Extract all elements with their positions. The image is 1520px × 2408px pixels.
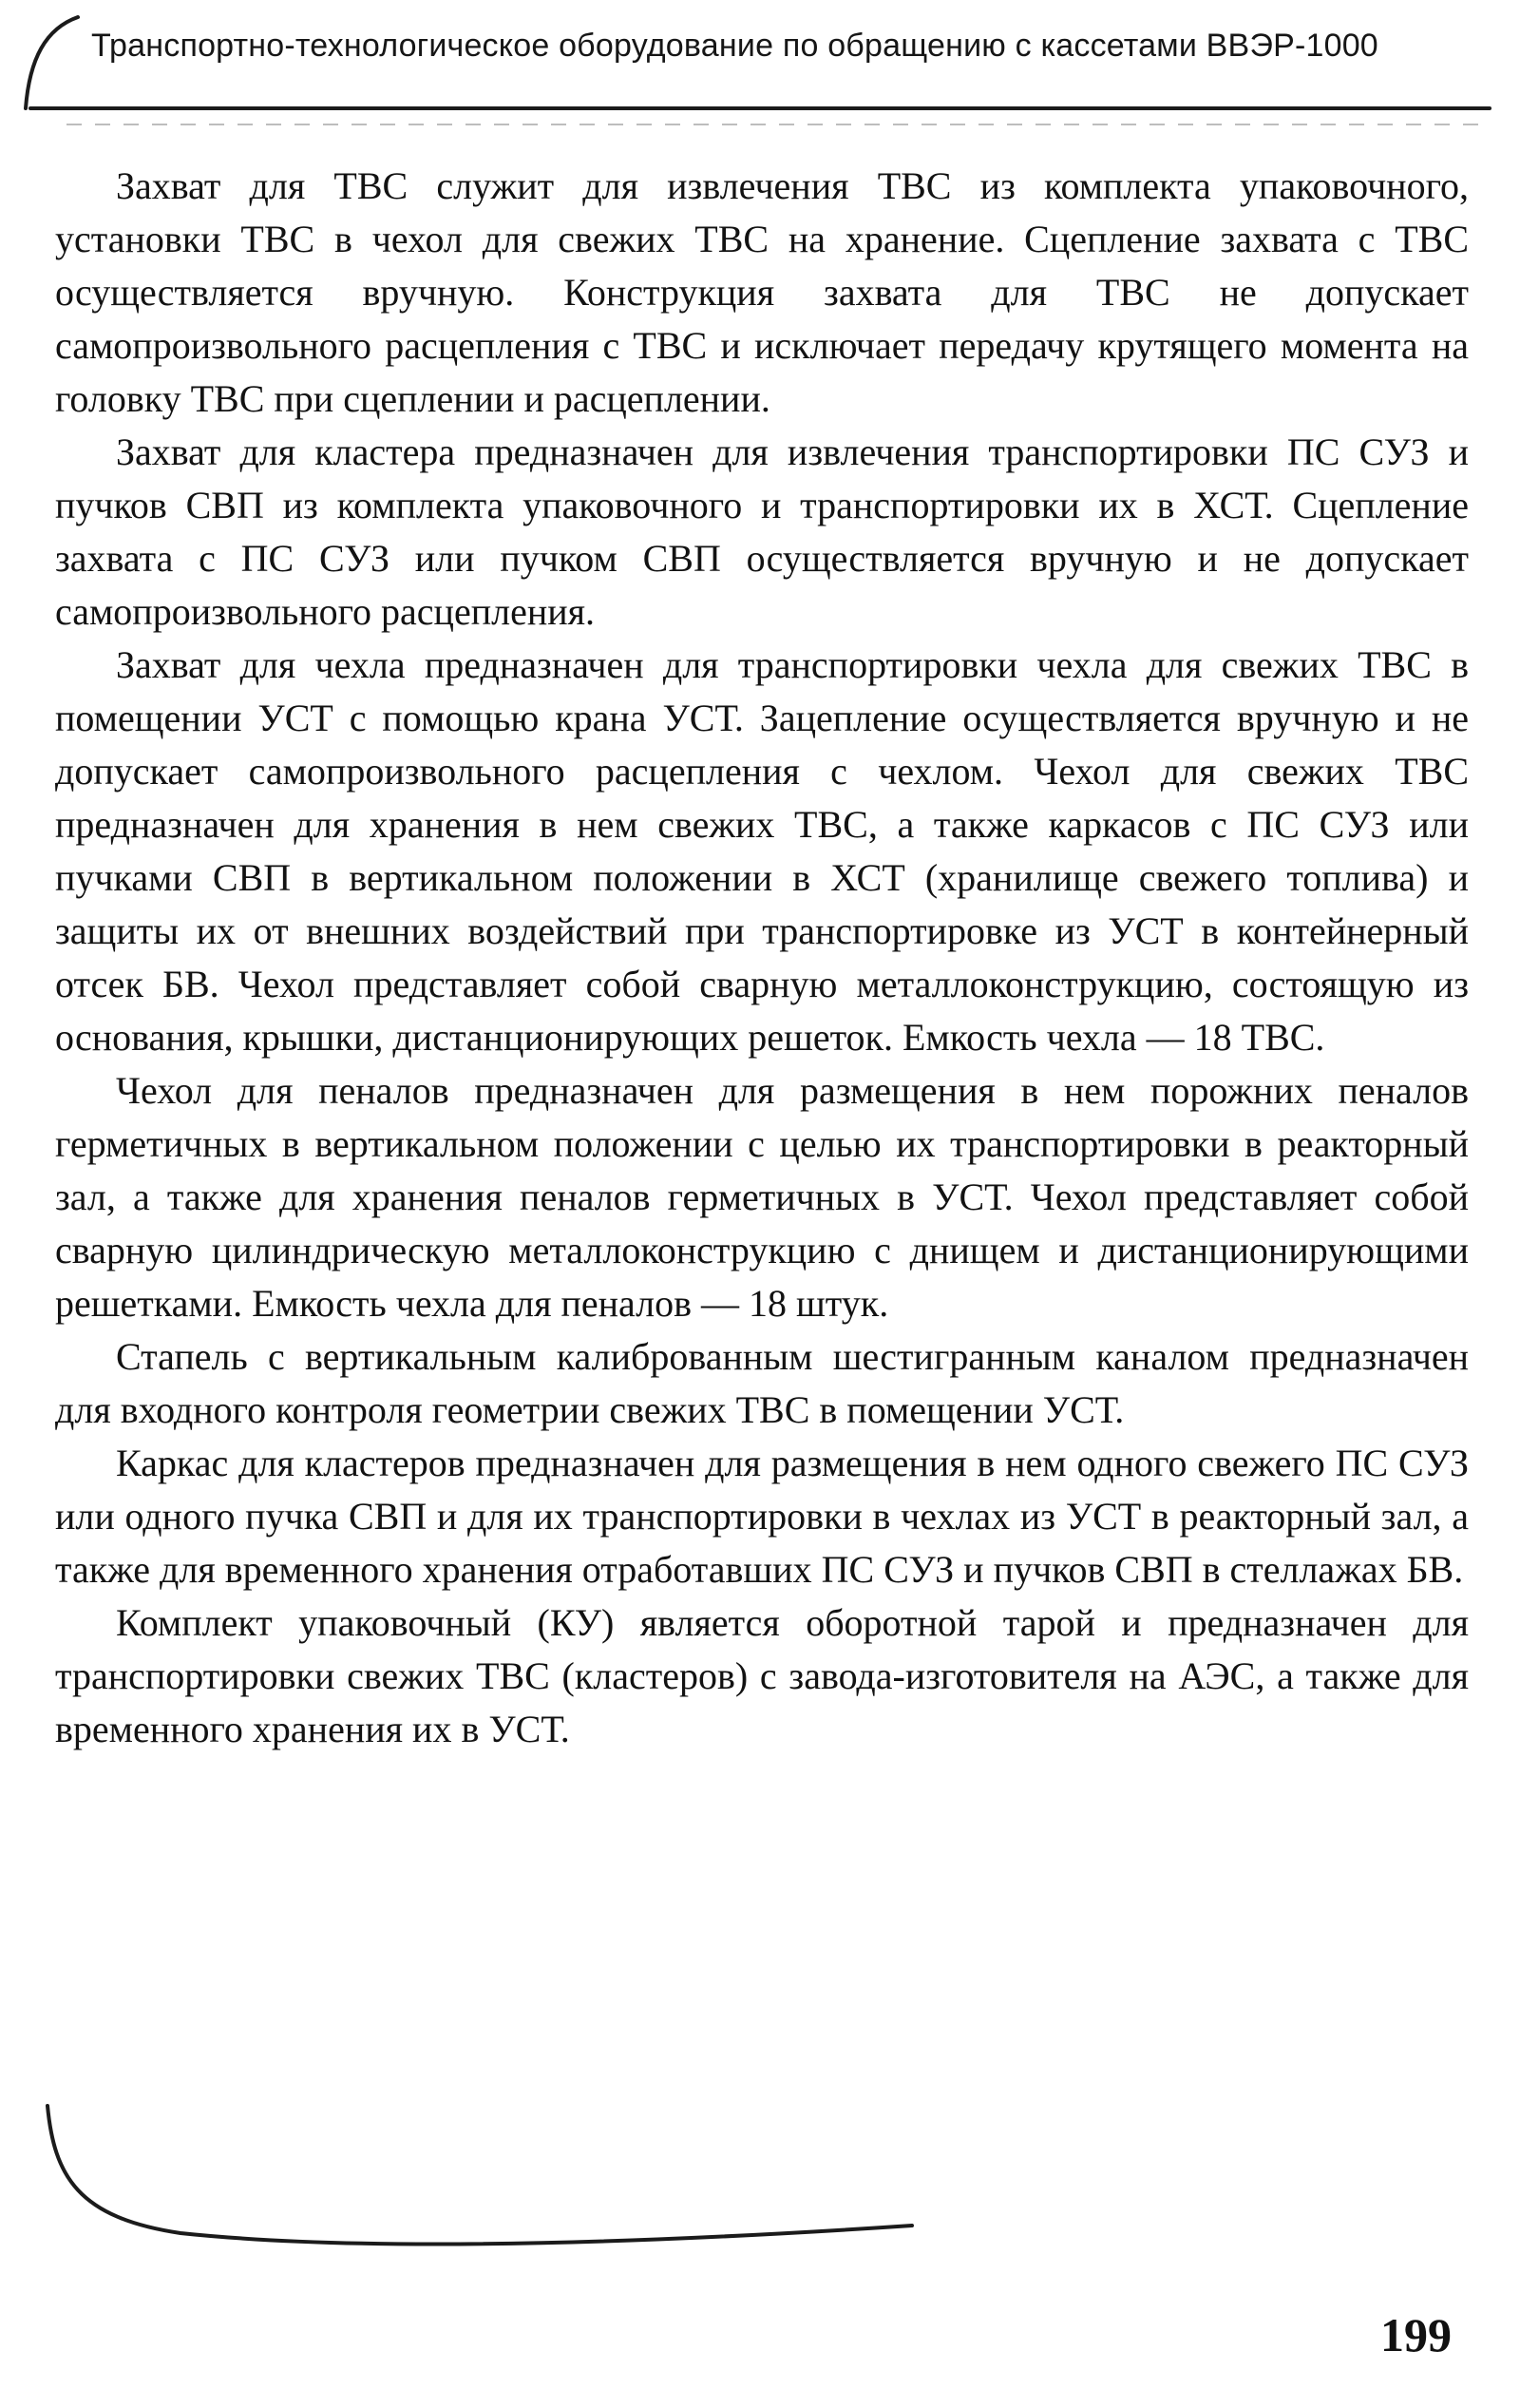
paragraph-stapel: Стапель с вертикальным калиброванным шестигранным каналом предназначен для входного контроля геометрии свежих ТВС в помещении УСТ. — [55, 1335, 1469, 1431]
header-rule — [28, 106, 1492, 110]
header-rule-faint — [66, 124, 1482, 125]
top-left-curve-decoration — [26, 17, 78, 108]
paragraph-gripper-cluster: Захват для кластера предназначен для извлечения транспортировки ПС СУЗ и пучков СВП из комплекта упаковочного и транспортировки их в ХСТ. Сцепление захвата с ПС СУЗ или пучком СВП осуществляется вручную и не допускает самопроизвольного расцепления. — [55, 430, 1469, 633]
paragraph-gripper-cover: Захват для чехла предназначен для транспортировки чехла для свежих ТВС в помещении УСТ с помощью крана УСТ. Зацепление осуществляется вручную и не допускает самопроизвольного расцепления с чехлом. Чехол для свежих ТВС предназначен для хранения в нем свежих ТВС, а также каркасов с ПС СУЗ или пучками СВП в вертикальном положении в ХСТ (хранилище свежего топлива) и защиты их от внешних воздействий при транспортировке из УСТ в контейнерный отсек БВ. Чехол представляет собой сварную металлоконструкцию, состоящую из основания, крышки, дистанционирующих решеток. Емкость чехла — 18 ТВС. — [55, 643, 1469, 1059]
paragraph-cluster-frame: Каркас для кластеров предназначен для размещения в нем одного свежего ПС СУЗ или одного пучка СВП и для их транспортировки в чехлах из УСТ в реакторный зал, а также для временного хранения отработавших ПС СУЗ и пучков СВП в стеллажах БВ. — [55, 1442, 1469, 1591]
page-number: 199 — [1380, 2308, 1452, 2361]
bottom-left-curve-decoration — [48, 2106, 912, 2245]
paragraph-gripper-tvs: Захват для ТВС служит для извлечения ТВС из комплекта упаковочного, установки ТВС в чехол для свежих ТВС на хранение. Сцепление захвата с ТВС осуществляется вручную. Конструкция захвата для ТВС не допускает самопроизвольного расцепления с ТВС и исключает передачу крутящего момента на головку ТВС при сцеплении и расцеплении. — [55, 164, 1469, 420]
running-title: Транспортно-технологическое оборудование по обращению с кассетами ВВЭР-1000 — [91, 28, 1378, 64]
page-body — [55, 160, 1469, 1756]
page-header — [91, 27, 1486, 65]
paragraph-penal-cover: Чехол для пеналов предназначен для размещения в нем порожних пеналов герметичных в вертикальном положении с целью их транспортировки в реакторный зал, а также для хранения пеналов герметичных в УСТ. Чехол представляет собой сварную цилиндрическую металлоконструкцию с днищем и дистанционирующими решетками. Емкость чехла для пеналов — 18 штук. — [55, 1069, 1469, 1325]
paragraph-packing-kit: Комплект упаковочный (КУ) является оборотной тарой и предназначен для транспортировки свежих ТВС (кластеров) с завода-изготовителя на АЭС, а также для временного хранения их в УСТ. — [55, 1601, 1469, 1750]
